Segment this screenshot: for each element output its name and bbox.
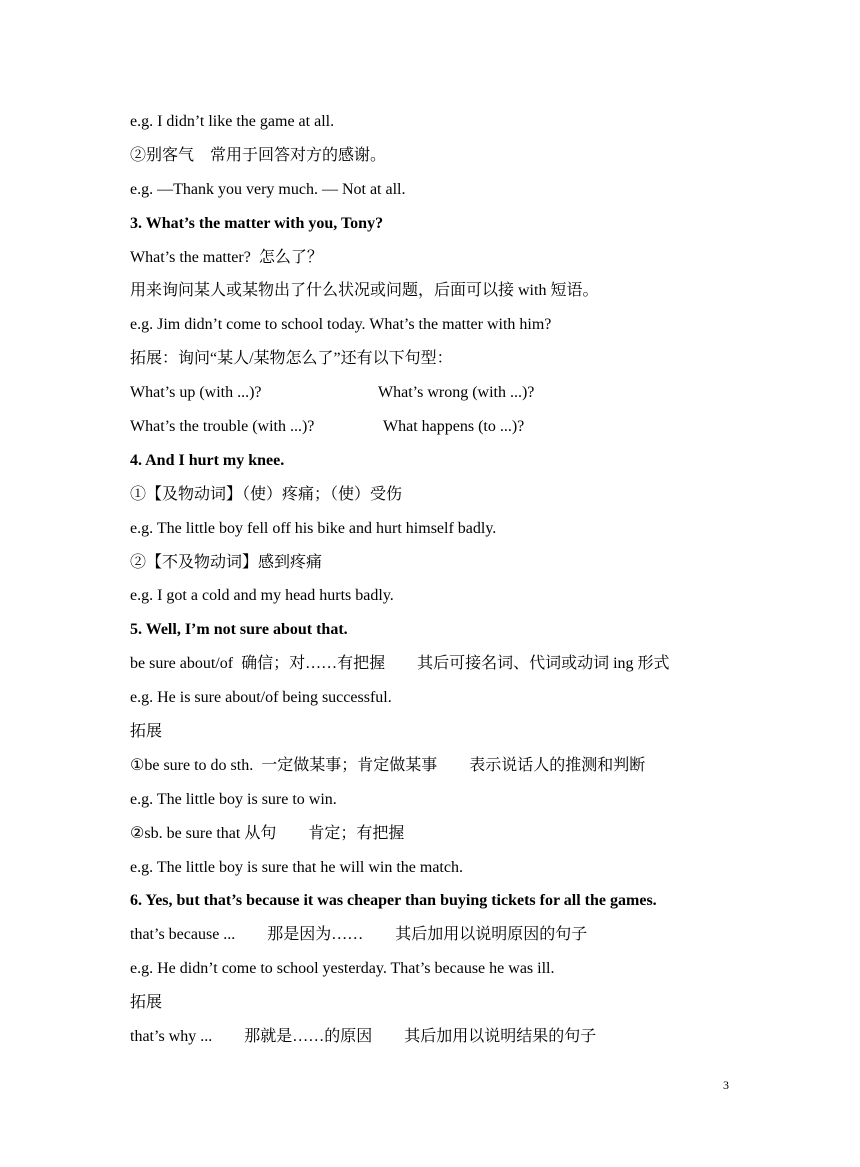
example-sentence: e.g. He didn’t come to school yesterday. That’s because he was ill. — [130, 960, 555, 978]
extension-label: 拓展 — [130, 723, 163, 741]
example-sentence: e.g. He is sure about/of being successful. — [130, 689, 392, 707]
example-sentence: e.g. Jim didn’t come to school today. What’s the matter with him? — [130, 316, 552, 334]
section-heading: 4. And I hurt my knee. — [130, 451, 285, 469]
sentence-pattern: What’s wrong (with ...)? — [378, 384, 535, 402]
section-heading: 5. Well, I’m not sure about that. — [130, 621, 348, 639]
example-sentence: e.g. I didn’t like the game at all. — [130, 113, 335, 130]
section-heading: 6. Yes, but that’s because it was cheaper than buying tickets for all the games. — [130, 892, 657, 910]
extension-label: 拓展 — [130, 994, 163, 1012]
sentence-pattern: What happens (to ...)? — [383, 418, 525, 436]
sentence-pattern-row — [130, 415, 750, 449]
usage-note: ①【及物动词】（使）疼痛；（使）受伤 — [130, 485, 403, 503]
phrase-definition: be sure about/of 确信；对……有把握 其后可接名词、代词或动词 ing 形式 — [130, 655, 670, 673]
example-sentence: e.g. The little boy fell off his bike and hurt himself badly. — [130, 519, 497, 537]
document-body — [130, 110, 750, 1059]
sentence-pattern: What’s up (with ...)? — [130, 384, 262, 402]
sentence-pattern: What’s the trouble (with ...)? — [130, 418, 315, 436]
phrase-definition: ②sb. be sure that 从句 肯定；有把握 — [130, 824, 405, 842]
phrase-definition: ①be sure to do sth. 一定做某事；肯定做某事 表示说话人的推测和判断 — [130, 756, 646, 774]
section-heading: 3. What’s the matter with you, Tony? — [130, 214, 384, 232]
phrase-definition: that’s why ... 那就是……的原因 其后加用以说明结果的句子 — [130, 1028, 597, 1046]
example-sentence: e.g. —Thank you very much. — Not at all. — [130, 180, 406, 198]
extension-note: 拓展：询问“某人/某物怎么了”还有以下句型： — [130, 350, 453, 368]
phrase-definition: that’s because ... 那是因为…… 其后加用以说明原因的句子 — [130, 926, 588, 944]
usage-note: 用来询问某人或某物出了什么状况或问题，后面可以接 with 短语。 — [130, 282, 599, 300]
page-number: 3 — [723, 1078, 729, 1092]
usage-note: ②【不及物动词】感到疼痛 — [130, 553, 323, 571]
phrase-definition: What’s the matter? 怎么了？ — [130, 248, 323, 266]
example-sentence: e.g. The little boy is sure to win. — [130, 790, 337, 808]
usage-note: ②别客气 常用于回答对方的感谢。 — [130, 146, 387, 164]
example-sentence: e.g. I got a cold and my head hurts badly. — [130, 587, 394, 605]
sentence-pattern-row — [130, 381, 750, 415]
example-sentence: e.g. The little boy is sure that he will win the match. — [130, 858, 463, 876]
